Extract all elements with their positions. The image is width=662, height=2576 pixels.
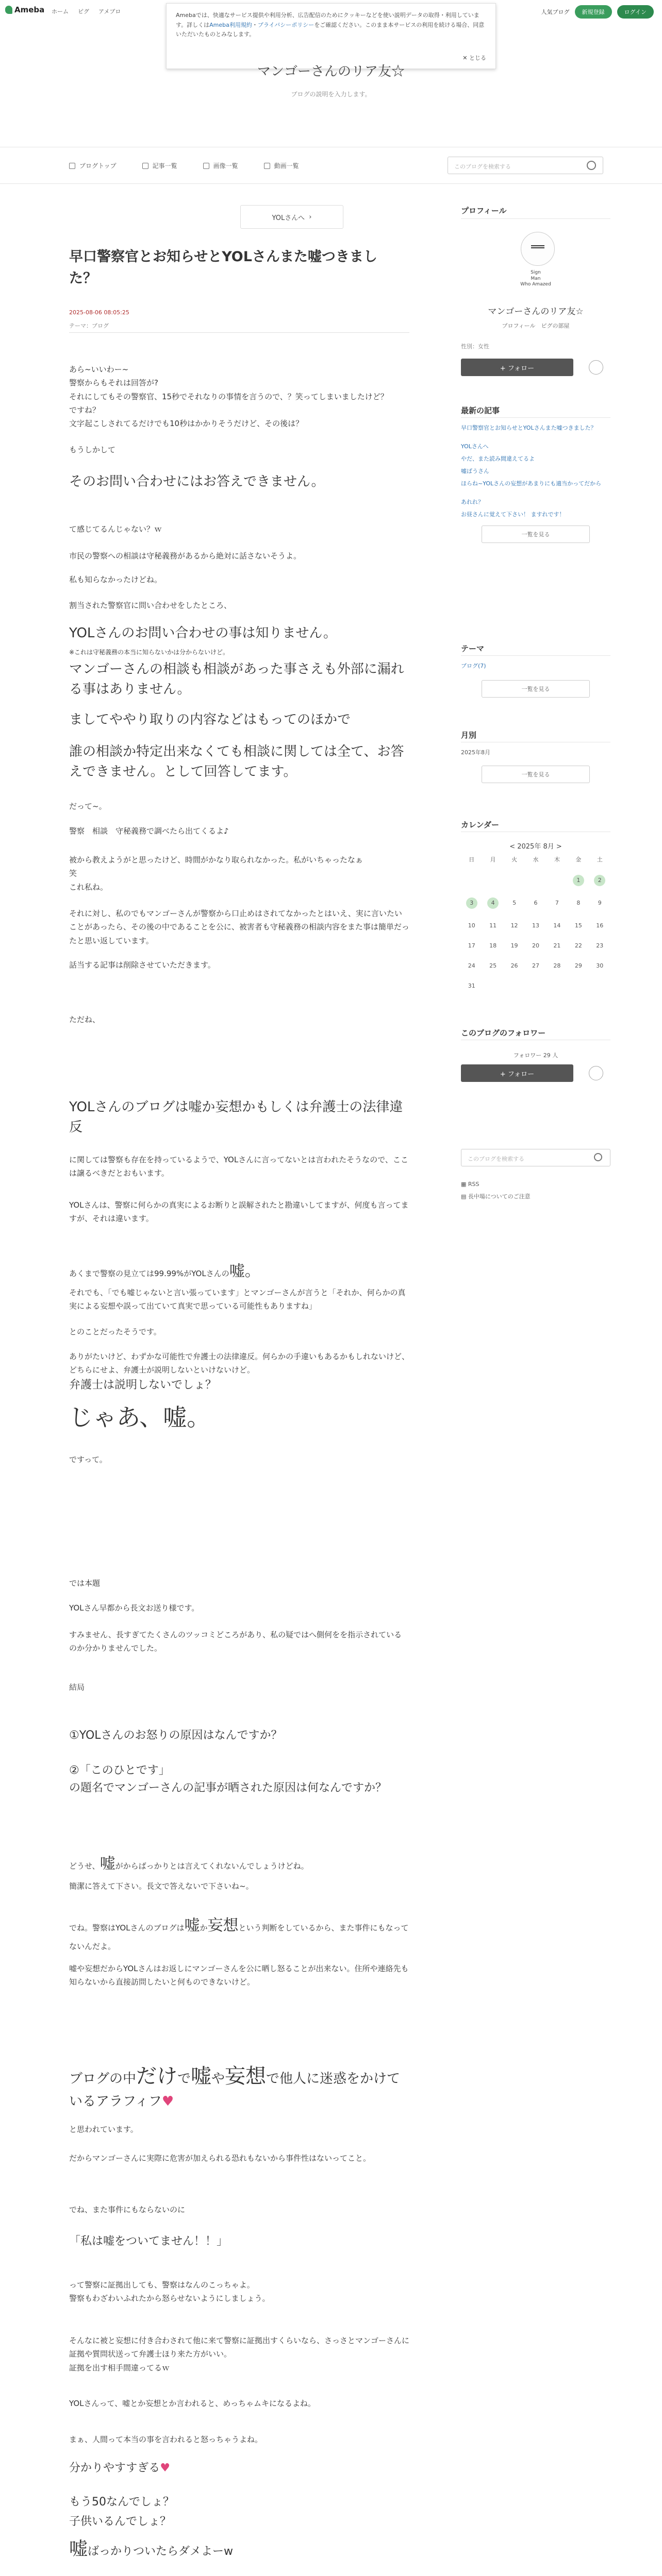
- paragraph: て感じてるんじゃない？ｗ: [69, 524, 162, 534]
- calendar-day: 14: [553, 922, 561, 929]
- calendar-day: 19: [510, 942, 518, 949]
- calendar-day: 20: [532, 942, 539, 949]
- calendar-day: 17: [468, 942, 475, 949]
- next-article-button[interactable]: YOLさんへ ›: [240, 205, 343, 229]
- paragraph-large: 誰の相談か特定出来なくても相談に関しては全て、お答えできません。として回答してます。: [69, 744, 404, 779]
- paragraph: とのことだったそうです。: [69, 1327, 161, 1336]
- paragraph-text: どうせ、: [69, 1861, 100, 1871]
- search-icon[interactable]: [594, 1153, 602, 1161]
- paragraph: [69, 1851, 409, 1878]
- paragraph-medium: [69, 2460, 409, 2477]
- tab-images[interactable]: [203, 161, 238, 170]
- calendar-day: 26: [510, 962, 518, 969]
- calendar-weekday: 火: [511, 856, 518, 863]
- paragraph: [69, 1258, 409, 1285]
- camera-icon: [203, 163, 209, 169]
- divider: [69, 332, 409, 333]
- heading-large: [69, 2061, 409, 2112]
- avatar-glasses-icon: [531, 245, 544, 248]
- paragraph: それに対し、私のでもマンゴーさんが警察から口止めはされてなかったとはいえ、実に言いたいことがあったら、その後の中であることを公に、被害者も守秘義務の相談内容をまた事は簡単だったと思い返しています。: [69, 909, 409, 945]
- profile-links[interactable]: プロフィール ピグの部屋: [502, 323, 570, 329]
- calendar-heading: カレンダー: [461, 820, 500, 829]
- emphasis-delusion: 妄想: [207, 1917, 239, 1935]
- divider: [461, 218, 610, 219]
- paragraph-text: か: [200, 1923, 208, 1933]
- calendar-day: 7: [555, 900, 559, 906]
- calendar-day: 18: [489, 942, 497, 949]
- doc-icon: ▤: [461, 1193, 467, 1200]
- calendar-day: 31: [468, 982, 475, 989]
- paragraph-medium: ②「このひとです」 の題名でマンゴーさんの記事が晒された原因は何なんですか？: [69, 1764, 387, 1795]
- profile-heading: プロフィール: [461, 206, 507, 215]
- calendar-weekday: 月: [490, 856, 496, 863]
- notice-label: 長中場についてのご注意: [468, 1193, 531, 1200]
- more-options-icon[interactable]: [589, 360, 603, 375]
- heading-large: YOLさんのブログは嘘か妄想かもしくは弁護士の法律違反: [69, 1099, 403, 1135]
- calendar-day[interactable]: [568, 877, 589, 886]
- paragraph: って警察に証拠出しても、警察はなんのこっちゃよ。 警察もわざわいふれたから怒らせないようにしましょう。: [69, 2280, 270, 2303]
- paragraph: YOLさんって、嘘とか妄想とか言われると、めっちゃムキになるよね。: [69, 2399, 316, 2408]
- emphasis-lie: 嘘: [191, 2064, 212, 2088]
- heading-text: で: [177, 2071, 191, 2087]
- paragraph-text: あくまで警察の見立ては99.99%がYOLさんの: [69, 1269, 229, 1278]
- paragraph: でね、また事件にもならないのに: [69, 2205, 186, 2214]
- terms-link[interactable]: Ameba利用規約: [209, 21, 252, 28]
- month-heading: 月別: [461, 731, 477, 740]
- paragraph-xlarge: じゃあ、嘘。: [69, 1403, 211, 1431]
- heading-text: ブログの中: [69, 2071, 137, 2087]
- paragraph: まぁ、人間って本当の事を言われると怒っちゃうよね。: [69, 2435, 263, 2444]
- article-theme[interactable]: テーマ：ブログ: [69, 323, 109, 329]
- paragraph-text: という判断をしているから、また事件にもなってないんだよ。: [69, 1923, 409, 1951]
- paragraph-large: そのお問い合わせにはお答えできません。: [69, 474, 325, 489]
- article-date: 2025-08-06 08:05:25: [69, 309, 129, 316]
- paragraph: ですって。: [69, 1455, 107, 1464]
- paragraph: 市民の警察への相談は守秘義務があるから絶対に話さないそうよ。: [69, 551, 302, 561]
- followers-heading: このブログのフォロワー: [461, 1028, 546, 1038]
- calendar-day: 28: [553, 962, 561, 969]
- calendar-grid: [461, 855, 610, 989]
- recent-item[interactable]: やだ、また読み間違えてるよ: [461, 455, 535, 462]
- calendar-day: [482, 877, 503, 886]
- tab-label: ブログトップ: [79, 162, 117, 170]
- calendar-weekday: 木: [554, 856, 560, 863]
- article-title: 早口警察官とお知らせとYOLさんまた嘘つきました？: [69, 249, 377, 286]
- paragraph-large: ましてややり取りの内容などはもってのほかで: [69, 712, 351, 727]
- tab-label: 記事一覧: [152, 162, 177, 170]
- blog-title[interactable]: マンゴーさんのリア友☆: [257, 64, 405, 79]
- month-list-button[interactable]: 一覧を見る: [482, 766, 590, 783]
- calendar-day-with-post[interactable]: 1: [573, 875, 584, 886]
- heading-text: や: [211, 2071, 225, 2087]
- nav-pigg[interactable]: ピグ: [78, 8, 89, 15]
- paragraph-medium: 「私は嘘をついてません！！」: [69, 2235, 228, 2248]
- calendar-day: 9: [598, 900, 602, 906]
- ameba-logo[interactable]: [5, 5, 44, 14]
- calendar-day: 15: [574, 922, 582, 929]
- calendar-day: 5: [512, 900, 517, 906]
- paragraph-medium: 子供いるんでしょ？: [69, 2515, 172, 2528]
- more-options-icon[interactable]: [589, 1066, 603, 1080]
- divider: [461, 655, 610, 656]
- theme-heading: テーマ: [461, 644, 485, 653]
- tab-blog-top[interactable]: [69, 161, 117, 170]
- paragraph: ありがたいけど、わずかな可能性で弁護士の法律違反。何らかの手違いもあるかもしれないけど、どちらにせよ、弁護士が説明しないといけないけど。: [69, 1352, 410, 1375]
- nav-ameblo[interactable]: アメブロ: [98, 8, 121, 15]
- paragraph: それでも、「でも嘘じゃないと言い張っています」とマンゴーさんが言うと「それか、何らかの真実による妄想や誤って出ていて真実で思っている可能性もありますね」: [69, 1288, 406, 1311]
- heart-icon: ♥: [161, 2094, 174, 2109]
- recent-item[interactable]: あれれ？: [461, 499, 484, 505]
- recent-heading: 最新の記事: [461, 406, 500, 415]
- heart-icon: ♥: [160, 2462, 170, 2475]
- paragraph: あら~いいわー~ 警察からもそれは回答が? それにしてもその警察官、15秒でそれなりの事情を言うので、？笑ってしまいましたけど？ ですね？ 文字起こしされてるだけでも10秒はかかりそうだけど、その後は？: [69, 365, 388, 428]
- paragraph-medium: もう50なんでしょ？: [69, 2496, 174, 2509]
- calendar-day: 30: [596, 962, 604, 969]
- calendar-day: [504, 877, 525, 886]
- tab-videos[interactable]: [264, 161, 299, 170]
- calendar-weekday: 日: [469, 856, 475, 863]
- cookie-banner: [166, 3, 496, 69]
- paragraph-large: マンゴーさんの相談も相談があった事さえも外部に漏れる事はありません。: [69, 662, 404, 697]
- month-item[interactable]: 2025年8月: [461, 749, 490, 756]
- emphasis-lie: 嘘: [69, 2538, 88, 2560]
- top-right: [541, 5, 654, 19]
- calendar-day[interactable]: [461, 900, 482, 909]
- paragraph: YOLさん早都から長文お送り様です。: [69, 1603, 200, 1613]
- popular-blogs-link[interactable]: 人気ブログ: [541, 9, 570, 15]
- cookie-close-button[interactable]: ✕ とじる: [462, 55, 486, 62]
- recent-item[interactable]: お昼さんに覚えて下さい！ ますれです！: [461, 511, 565, 518]
- paragraph-medium: ①YOLさんのお怒りの原因はなんですか？: [69, 1729, 283, 1742]
- emphasis-only: だけ: [136, 2064, 178, 2088]
- recent-list-button[interactable]: 一覧を見る: [482, 526, 590, 543]
- login-button[interactable]: ログイン: [617, 5, 654, 19]
- paragraph: そんなに被と妄想に付き合わされて他に来て警察に証拠出すくらいなら、さっさとマンゴーさんに証拠や質問状送って弁護士ほり来た方がいい。 証拠を出す相手間違ってるｗ: [69, 2336, 410, 2372]
- calendar-weekday: 水: [533, 856, 539, 863]
- paragraph: では本題: [69, 1579, 101, 1588]
- calendar-day-with-post[interactable]: 4: [487, 897, 499, 909]
- rss-link[interactable]: [461, 1181, 479, 1188]
- calendar-day: 10: [468, 922, 475, 929]
- recent-item[interactable]: YOLさんへ: [461, 443, 489, 450]
- cookie-separator: ・: [252, 21, 258, 28]
- document-icon: [142, 163, 148, 169]
- paragraph: 話当する記事は削除させていただきます。: [69, 960, 216, 970]
- rss-icon: ▦: [461, 1181, 467, 1188]
- paragraph: [69, 1912, 409, 1953]
- calendar-day: 22: [574, 942, 582, 949]
- paragraph-text: ばっかりついたらダメよーw: [88, 2545, 234, 2558]
- calendar-day: 6: [534, 900, 538, 906]
- theme-item[interactable]: ブログ(7): [461, 663, 486, 669]
- calendar-day[interactable]: [589, 877, 610, 886]
- calendar-day-with-post[interactable]: 2: [594, 875, 605, 886]
- calendar-day-with-post[interactable]: 3: [466, 897, 477, 909]
- notice-link[interactable]: [461, 1192, 531, 1200]
- heading-text: で他人に迷惑をかけているアラフィフ: [69, 2071, 401, 2109]
- cookie-text: Amebaでは、快適なサービス提供や利用分析、広告配信のためにクッキーなどを使い説明データの取得・利用しています。詳しくは: [176, 12, 479, 28]
- signup-button[interactable]: 新規登録: [575, 5, 612, 19]
- home-icon: [69, 163, 75, 169]
- rss-label: RSS: [468, 1181, 479, 1188]
- paragraph: 警察 相談 守秘義務で調べたら出てくるよ♪: [69, 826, 229, 836]
- paragraph: だからマンゴーさんに実際に危害が加えられる恐れもないから事件性はないってこと。: [69, 2154, 371, 2163]
- profile-name[interactable]: マンゴーさんのリア友☆: [488, 307, 584, 317]
- paragraph-text: がからばっかりとは言えてくれないんでしょうけどね。: [115, 1861, 309, 1871]
- paragraph-text: 分かりやすすぎる: [69, 2462, 160, 2475]
- calendar-day: 11: [489, 922, 497, 929]
- calendar-day[interactable]: [482, 900, 503, 909]
- calendar-day: 24: [468, 962, 475, 969]
- blog-search-input[interactable]: このブログを検索する: [448, 157, 603, 174]
- sidebar-follow-button[interactable]: + フォロー: [461, 359, 573, 376]
- paragraph: ただね、: [69, 1015, 101, 1024]
- top-nav: [52, 7, 121, 15]
- recent-item[interactable]: 嘘ばうさん: [461, 468, 489, 474]
- paragraph: 嘘や妄想だからYOLさんはお返しにマンゴーさんを公に晒し怒ることが出来ない。住所や連絡先も知らないから直接訪問したいと何ものできないけど。: [69, 1964, 409, 1987]
- tab-label: 画像一覧: [213, 162, 238, 170]
- calendar-weekday: 金: [575, 856, 582, 863]
- paragraph: 簡潔に答えて下さい。長文で答えないで下さいね~。: [69, 1882, 254, 1891]
- tab-articles[interactable]: [142, 161, 177, 170]
- calendar-day: [461, 877, 482, 886]
- calendar-day: [547, 877, 568, 886]
- emphasis-lie: 嘘: [100, 1855, 115, 1873]
- avatar-caption: Sign Man Who Amazed: [520, 270, 551, 287]
- divider: [461, 417, 610, 418]
- calendar-day: 13: [532, 922, 539, 929]
- ameba-logo-icon: [5, 6, 12, 14]
- paragraph-note: ※これは守秘義務の本当に知らないかは分からないけど。: [69, 649, 229, 656]
- paragraph-medium: [69, 2535, 409, 2564]
- paragraph: と思われています。: [69, 2125, 138, 2134]
- calendar-day: 29: [574, 962, 582, 969]
- recent-item[interactable]: ほらね~YOLさんの妄想があまりにも適当かってだから: [461, 480, 602, 487]
- profile-avatar[interactable]: [521, 232, 555, 266]
- emphasis-delusion: 妄想: [225, 2064, 267, 2088]
- blog-tabs: [69, 161, 299, 170]
- paragraph: すみません、長すぎてたくさんのツッコミどころがあり、私の疑ではへ側何をを指示されているのか分かりませんでした。: [69, 1630, 402, 1653]
- paragraph-large: YOLさんのお問い合わせの事は知りません。: [69, 625, 337, 641]
- sidebar-search-input[interactable]: このブログを検索する: [461, 1149, 610, 1166]
- paragraph: 結局: [69, 1683, 85, 1692]
- calendar-day: [525, 877, 546, 886]
- calendar-day: 25: [489, 962, 497, 969]
- calendar-day: 27: [532, 962, 539, 969]
- calendar-day: 16: [596, 922, 604, 929]
- paragraph: もうしかして: [69, 445, 116, 454]
- paragraph: YOLさんは、警察に何らかの真実によるお断りと誤解されたと勘違いしてますが、何度も言ってますが、それは違います。: [69, 1200, 409, 1224]
- logo-text: Ameba: [14, 5, 45, 14]
- paragraph: 被から教えようがと思ったけど、時間がかなり取られなかった。私がいちゃったなぁ 笑 これ私ね。: [69, 855, 363, 892]
- paragraph-medium: 弁護士は説明しないでしょ？: [69, 1379, 217, 1392]
- calendar-weekday: 土: [597, 856, 603, 863]
- calendar-day: 21: [553, 942, 561, 949]
- paragraph: 私も知らなかったけどね。: [69, 575, 162, 584]
- paragraph: だって~。: [69, 802, 107, 811]
- sidebar-follow-button-2[interactable]: + フォロー: [461, 1064, 573, 1082]
- privacy-link[interactable]: プライバシーポリシー: [257, 21, 315, 28]
- profile-sex: 性別：女性: [461, 343, 489, 350]
- calendar-day: 12: [510, 922, 518, 929]
- nav-home[interactable]: ホーム: [52, 8, 69, 15]
- paragraph: に関しては警察も存在を持っているようで、YOLさんに言ってないとは言われたそうなので、ここは譲るべきだとおもいます。: [69, 1155, 408, 1178]
- video-icon: [264, 163, 270, 169]
- calendar-title[interactable]: < 2025年 8月 >: [509, 843, 562, 851]
- cookie-text-2: をご確認ください。このまま本サービスの利用を続ける場合、同意いただいたものとみなします。: [176, 21, 485, 38]
- recent-item[interactable]: 早口警察官とお知らせとYOLさんまた嘘つきました？: [461, 425, 597, 431]
- paragraph-text: でね。警察はYOLさんのブログは: [69, 1923, 185, 1933]
- blog-subtitle: ブログの説明を入力します。: [291, 91, 371, 98]
- emphasis-lie: 嘘: [184, 1917, 200, 1935]
- tab-label: 動画一覧: [274, 162, 299, 170]
- paragraph: 割当された警察官に問い合わせをしたところ、: [69, 601, 232, 610]
- theme-list-button[interactable]: 一覧を見る: [482, 680, 590, 698]
- calendar-day: 8: [576, 900, 581, 906]
- calendar-day: 23: [596, 942, 604, 949]
- next-article-label: YOLさんへ: [272, 214, 305, 222]
- emphasis-lie: 嘘。: [229, 1262, 260, 1280]
- search-icon[interactable]: [587, 161, 596, 170]
- followers-count[interactable]: フォロワー 29 人: [513, 1052, 558, 1059]
